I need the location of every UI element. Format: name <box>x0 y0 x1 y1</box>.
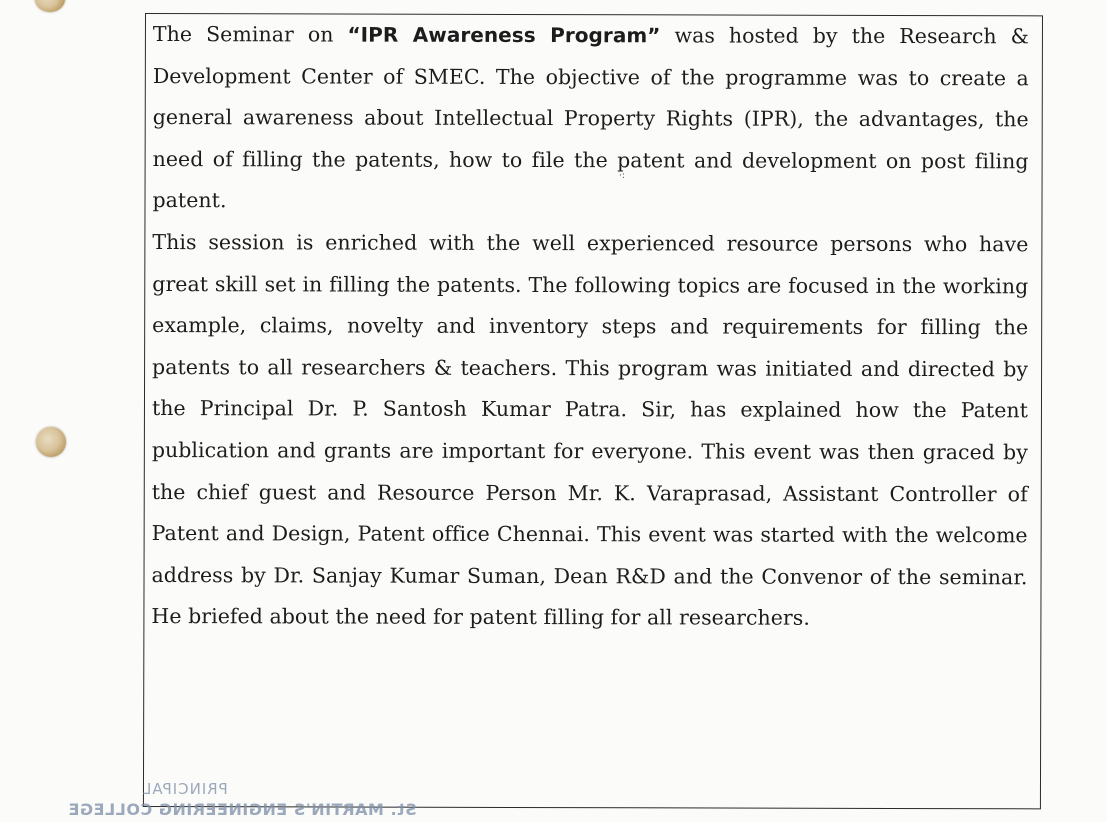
intro-text: The Seminar on <box>152 22 348 47</box>
program-title: “IPR Awareness Program” <box>347 22 661 48</box>
stamp-college-name: St. MARTIN'S ENGINEERING COLLEGE <box>68 800 417 819</box>
punch-hole-middle <box>36 427 66 457</box>
stamp-principal: PRINCIPAL <box>142 780 228 798</box>
punch-hole-top <box>35 0 65 12</box>
paragraph-session-details: This session is enriched with the well experienced resource persons who have great skill set in filling the patents. The following topics are focused in the working example, claims, novelty and inventory steps and requirements for filling the patents to all researchers & teachers. This program was initiated and directed by the Principal Dr. P. Santosh Kumar Patra. Sir, has explained how the Patent publication and grants are important for everyone. This event was then graced by the chief guest and Resource Person Mr. K. Varaprasad, Assistant Controller of Patent and Design, Patent office Chennai. This event was started with the welcome address by Dr. Sanjay Kumar Suman, Dean R&D and the Convenor of the seminar. He briefed about the need for patent filling for all researchers. <box>151 229 1029 631</box>
report-text-box <box>143 13 1043 809</box>
scan-speck: ·: <box>619 171 625 181</box>
report-body <box>151 14 1029 640</box>
intro-rest: was hosted by the Research & Development Center of SMEC. The objective of the programme was to create a general awareness about Intellectual Property Rights (IPR), the advantages, the need of filling the patents, how to file the patent and development on post filing patent. <box>152 23 1029 213</box>
paragraph-seminar-intro <box>152 14 1029 224</box>
